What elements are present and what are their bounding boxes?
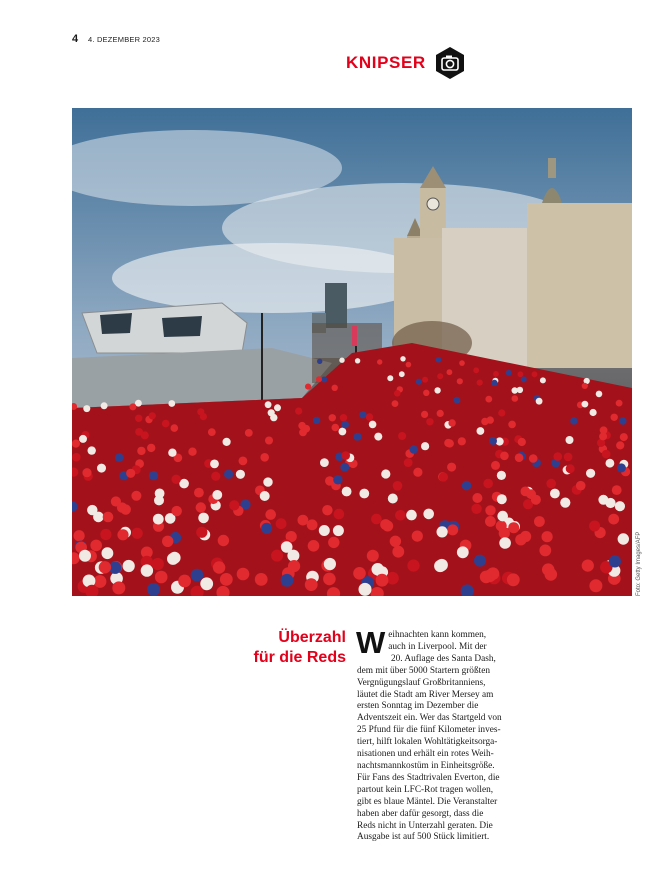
- body-line: dem mit über 5000 Startern größten: [357, 665, 490, 676]
- body-line: Ausgabe ist auf 500 Stück limitiert.: [357, 832, 490, 843]
- dropcap: W: [356, 625, 386, 660]
- santa-dash-photo: [72, 108, 632, 596]
- issue-date: 4. DEZEMBER 2023: [88, 35, 160, 44]
- body-line: partout kein LFC-Rot tragen wollen,: [357, 784, 494, 795]
- body-line: haben aber dafür gesorgt, dass die: [357, 808, 484, 819]
- body-line: tiert, hilft lokalen Wohltätigkeitsorga-: [357, 737, 498, 748]
- body-line: Für Fans des Stadtrivalen Everton, die: [357, 772, 500, 783]
- section-brand: [346, 46, 466, 80]
- photo-credit: Foto: Getty Images/AFP: [636, 531, 642, 596]
- headline-line-1: Überzahl: [278, 629, 346, 646]
- body-line: gibt es blaue Mäntel. Die Veranstalter: [357, 796, 498, 807]
- camera-icon: [434, 46, 466, 80]
- body-line: 20. Auflage des Santa Dash,: [391, 653, 496, 664]
- headline-line-2: für die Reds: [253, 649, 346, 666]
- page-number: 4: [72, 33, 79, 45]
- section-title: KNIPSER: [346, 53, 426, 72]
- body-line: nachtsmannkostüm in Einheitsgröße.: [357, 760, 495, 771]
- body-line: eihnachten kann kommen,: [388, 630, 487, 640]
- body-line: nisationen und erhält ein rotes Weih-: [357, 749, 494, 760]
- body-line: läutet die Stadt am River Mersey am: [357, 689, 494, 700]
- body-line: ersten Sonntag im Dezember die: [357, 701, 479, 712]
- body-line: Adventszeit ein. Wer das Startgeld von: [357, 713, 502, 724]
- body-line: Reds nicht in Unterzahl geraten. Die: [357, 820, 493, 831]
- article-body: [356, 625, 502, 844]
- article-headline: [254, 628, 346, 668]
- body-line: 25 Pfund für die fünf Kilometer inves-: [357, 725, 501, 736]
- body-line: auch in Liverpool. Mit der: [388, 641, 487, 652]
- body-line: Vergnügungslauf Großbritanniens,: [357, 677, 486, 688]
